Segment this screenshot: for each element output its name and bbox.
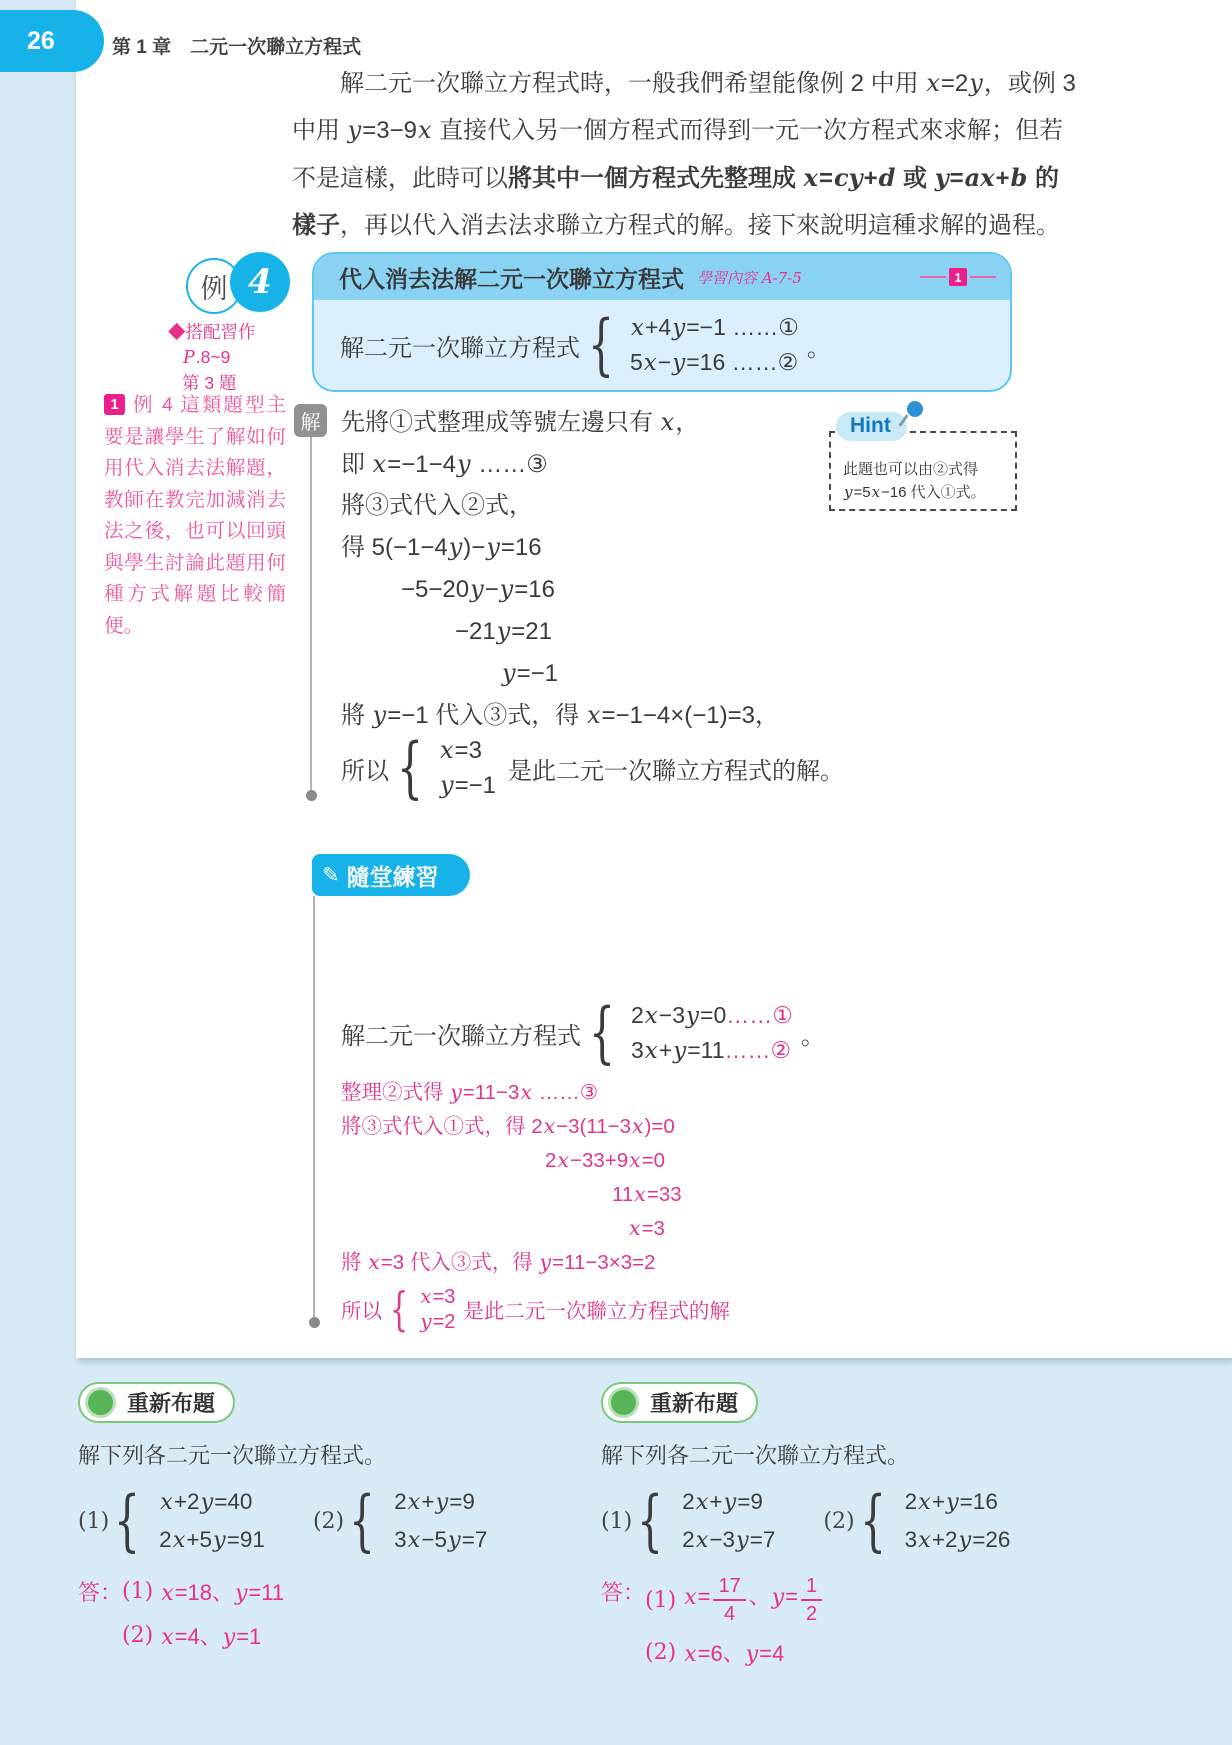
answer-number: (2) (645, 1640, 677, 1665)
brace: { (397, 729, 424, 806)
workbook-line: 第 3 題 (182, 373, 237, 393)
chapter-title: 第 1 章 二元一次聯立方程式 (112, 37, 362, 58)
system-equations (631, 998, 793, 1068)
answer-number: (1) (645, 1587, 677, 1613)
conclusion-system (390, 1284, 455, 1334)
problem-label: (1) (601, 1508, 633, 1534)
hint-box (829, 414, 1017, 511)
solution-line: 將③式代入②式， (341, 492, 533, 519)
reissue-box-right (601, 1382, 1126, 1681)
equation: 5x−y=16 ……② (630, 349, 799, 376)
practice-solution-line: 2x−33+9x=0 (545, 1148, 666, 1172)
example-box (312, 252, 1012, 392)
brace: { (637, 1482, 664, 1559)
brace: { (588, 306, 615, 383)
green-dot-icon (608, 1387, 639, 1418)
answers (601, 1576, 1126, 1681)
system-equations (630, 310, 799, 380)
intro-paragraph (292, 60, 1122, 249)
equation: x+4y=−1 ……① (631, 314, 799, 341)
marker-line (920, 276, 946, 279)
solution-steps (341, 406, 779, 741)
system-equations: x+2y=40 2x+5y=91 (159, 1489, 265, 1553)
solution-line: 得 5(−1−4y)−y=16 (341, 533, 542, 561)
pin-icon (897, 401, 923, 429)
practice-solution (341, 1080, 825, 1275)
reissue-problems (601, 1483, 1126, 1559)
reissue-badge (601, 1382, 758, 1423)
practice-solution-line: 將③式代入①式，得 2x−3(11−3x)=0 (341, 1114, 675, 1138)
equation-tag: ……② (724, 1037, 792, 1063)
section-marker (920, 268, 996, 286)
intro-line: 樣子，再以代入消去法求聯立方程式的解。接下來說明這種求解的過程。 (292, 212, 1060, 239)
marker-line (970, 276, 996, 279)
brace: { (114, 1482, 141, 1559)
practice-rule-dot (309, 1317, 320, 1328)
equation: x=3 (440, 736, 482, 764)
practice-problem (341, 994, 825, 1071)
period: 。 (806, 334, 831, 362)
workbook-line: P.8~9 (183, 347, 231, 368)
example-label: 例 (186, 258, 242, 314)
teacher-note-text: 例 4 這類題型主要是讓學生了解如何用代入消去法解題，教師在教完加減消去法之後，也可以回頭與學生討論此題用何種方式解題比較簡便。 (104, 394, 286, 637)
learning-content-tag: 學習內容 A-7-5 (697, 268, 802, 287)
practice-conclusion (341, 1284, 825, 1334)
solution-line: 先將①式整理成等號左邊只有 x， (341, 408, 700, 436)
problem (78, 1483, 265, 1559)
example-badge (186, 252, 296, 316)
system-equations: 2x+y=9 3x−5y=7 (394, 1489, 488, 1553)
reissue-problems (78, 1483, 603, 1559)
example-system (588, 306, 799, 383)
practice-solution-line: x=3 (629, 1216, 665, 1240)
practice-section (341, 994, 825, 1336)
solution-rule-dot (306, 790, 317, 801)
workbook-line: ◆搭配習作 (168, 322, 256, 342)
conclusion-system (397, 729, 496, 806)
system-equations (439, 733, 496, 803)
hint-label-text: Hint (850, 414, 891, 437)
page-number: 26 (27, 26, 55, 55)
answer-lines (122, 1576, 284, 1664)
solution-rule (310, 437, 312, 793)
system-equations: 2x+y=9 2x−3y=7 (682, 1489, 776, 1553)
equation: x=3 (420, 1284, 456, 1308)
hint-label (836, 412, 907, 441)
answer-line (645, 1637, 825, 1668)
brace: { (349, 1482, 376, 1559)
period: 。 (800, 1022, 825, 1050)
practice-system (589, 994, 793, 1071)
answer-number: (1) (122, 1579, 154, 1604)
section-number-badge: 1 (949, 268, 967, 286)
answer-text: x=4、y=1 (161, 1624, 262, 1650)
conclusion-prefix: 所以 (341, 757, 389, 785)
practice-solution-line: 將 x=3 代入③式，得 y=11−3×3=2 (341, 1250, 656, 1274)
green-dot-icon (85, 1387, 116, 1418)
equation: y=−1 (440, 771, 496, 799)
solution-line: y=−1 (502, 659, 558, 687)
answer-text: x=6、y=4 (684, 1641, 785, 1667)
pencil-icon: ✎ (322, 863, 340, 887)
problem-label: (2) (312, 1508, 345, 1534)
problem (313, 1483, 487, 1559)
practice-badge (312, 854, 470, 896)
equation: 2x−3y=0……① (631, 1002, 793, 1029)
equation-tag: ……① (726, 1002, 793, 1028)
answers (78, 1576, 603, 1664)
answer-label: 答： (601, 1580, 646, 1605)
intro-line: 中用 y=3−9x 直接代入另一個方程式而得到一元一次方程式來求解；但若 (292, 116, 1064, 144)
reissue-box-left (78, 1382, 603, 1664)
workbook-note (168, 320, 256, 396)
reissue-prompt: 解下列各二元一次聯立方程式。 (78, 1443, 387, 1468)
conclusion-suffix: 是此二元一次聯立方程式的解。 (507, 757, 844, 785)
brace: { (859, 1482, 886, 1559)
brace: { (390, 1282, 409, 1336)
reissue-badge-label: 重新布題 (127, 1391, 216, 1416)
practice-solution-line: 整理②式得 y=11−3x ……③ (341, 1080, 599, 1104)
problem (601, 1483, 775, 1559)
brace: { (589, 994, 616, 1071)
example-box-title: 代入消去法解二元一次聯立方程式 (339, 265, 684, 292)
conclusion-prefix: 所以 (341, 1300, 382, 1323)
example-box-header (314, 254, 1010, 300)
equation: 3x+y=11……② (631, 1037, 792, 1064)
example-number: 4 (230, 252, 290, 312)
answer-number: (2) (122, 1623, 154, 1648)
answer-line (645, 1576, 825, 1624)
practice-badge-label: 隨堂練習 (346, 863, 439, 890)
reissue-badge-label: 重新布題 (650, 1391, 739, 1416)
page-number-tab (0, 10, 104, 72)
practice-prompt: 解二元一次聯立方程式 (341, 1022, 581, 1050)
conclusion-suffix: 是此二元一次聯立方程式的解 (463, 1300, 730, 1323)
solution-conclusion (341, 729, 844, 806)
answer-text: x= $\frac{17}{4}$ 、y= $\frac{1}{2}$ (683, 1576, 825, 1624)
answer-label: 答： (78, 1580, 123, 1605)
system-equations: 2x+y=16 3x+2y=26 (904, 1489, 1011, 1553)
solution-line: −5−20y−y=16 (401, 575, 555, 603)
solve-badge: 解 (294, 404, 327, 437)
solution-line: 將 y=−1 代入③式，得 x=−1−4×(−1)=3， (341, 701, 779, 729)
solution-line: −21y=21 (455, 617, 552, 645)
answer-line (122, 1576, 284, 1607)
problem-label: (2) (823, 1508, 855, 1534)
practice-rule (313, 896, 315, 1320)
practice-solution-line: 11x=33 (612, 1182, 682, 1206)
reissue-badge (78, 1382, 235, 1423)
intro-line: 解二元一次聯立方程式時，一般我們希望能像例 2 中用 x=2y，或例 3 (340, 69, 1076, 97)
intro-line: 不是這樣，此時可以將其中一個方程式先整理成 x=cy+d 或 y=ax+b 的 (292, 163, 1059, 192)
problem-label: (1) (78, 1508, 110, 1534)
note-number-badge: 1 (104, 394, 125, 415)
example-box-body (314, 300, 1010, 390)
answer-text: x=18、y=11 (161, 1580, 285, 1606)
solution-line: 即 x=−1−4y ……③ (341, 450, 548, 478)
answer-line (122, 1620, 284, 1651)
answer-lines (645, 1576, 825, 1681)
teacher-note (104, 390, 286, 642)
reissue-prompt: 解下列各二元一次聯立方程式。 (601, 1443, 910, 1468)
hint-text: 此題也可以由②式得 y=5x−16 代入①式。 (843, 461, 986, 501)
system-equations (419, 1284, 455, 1334)
equation: y=2 (420, 1309, 456, 1333)
example-prompt: 解二元一次聯立方程式 (340, 334, 580, 362)
problem (823, 1483, 1010, 1559)
